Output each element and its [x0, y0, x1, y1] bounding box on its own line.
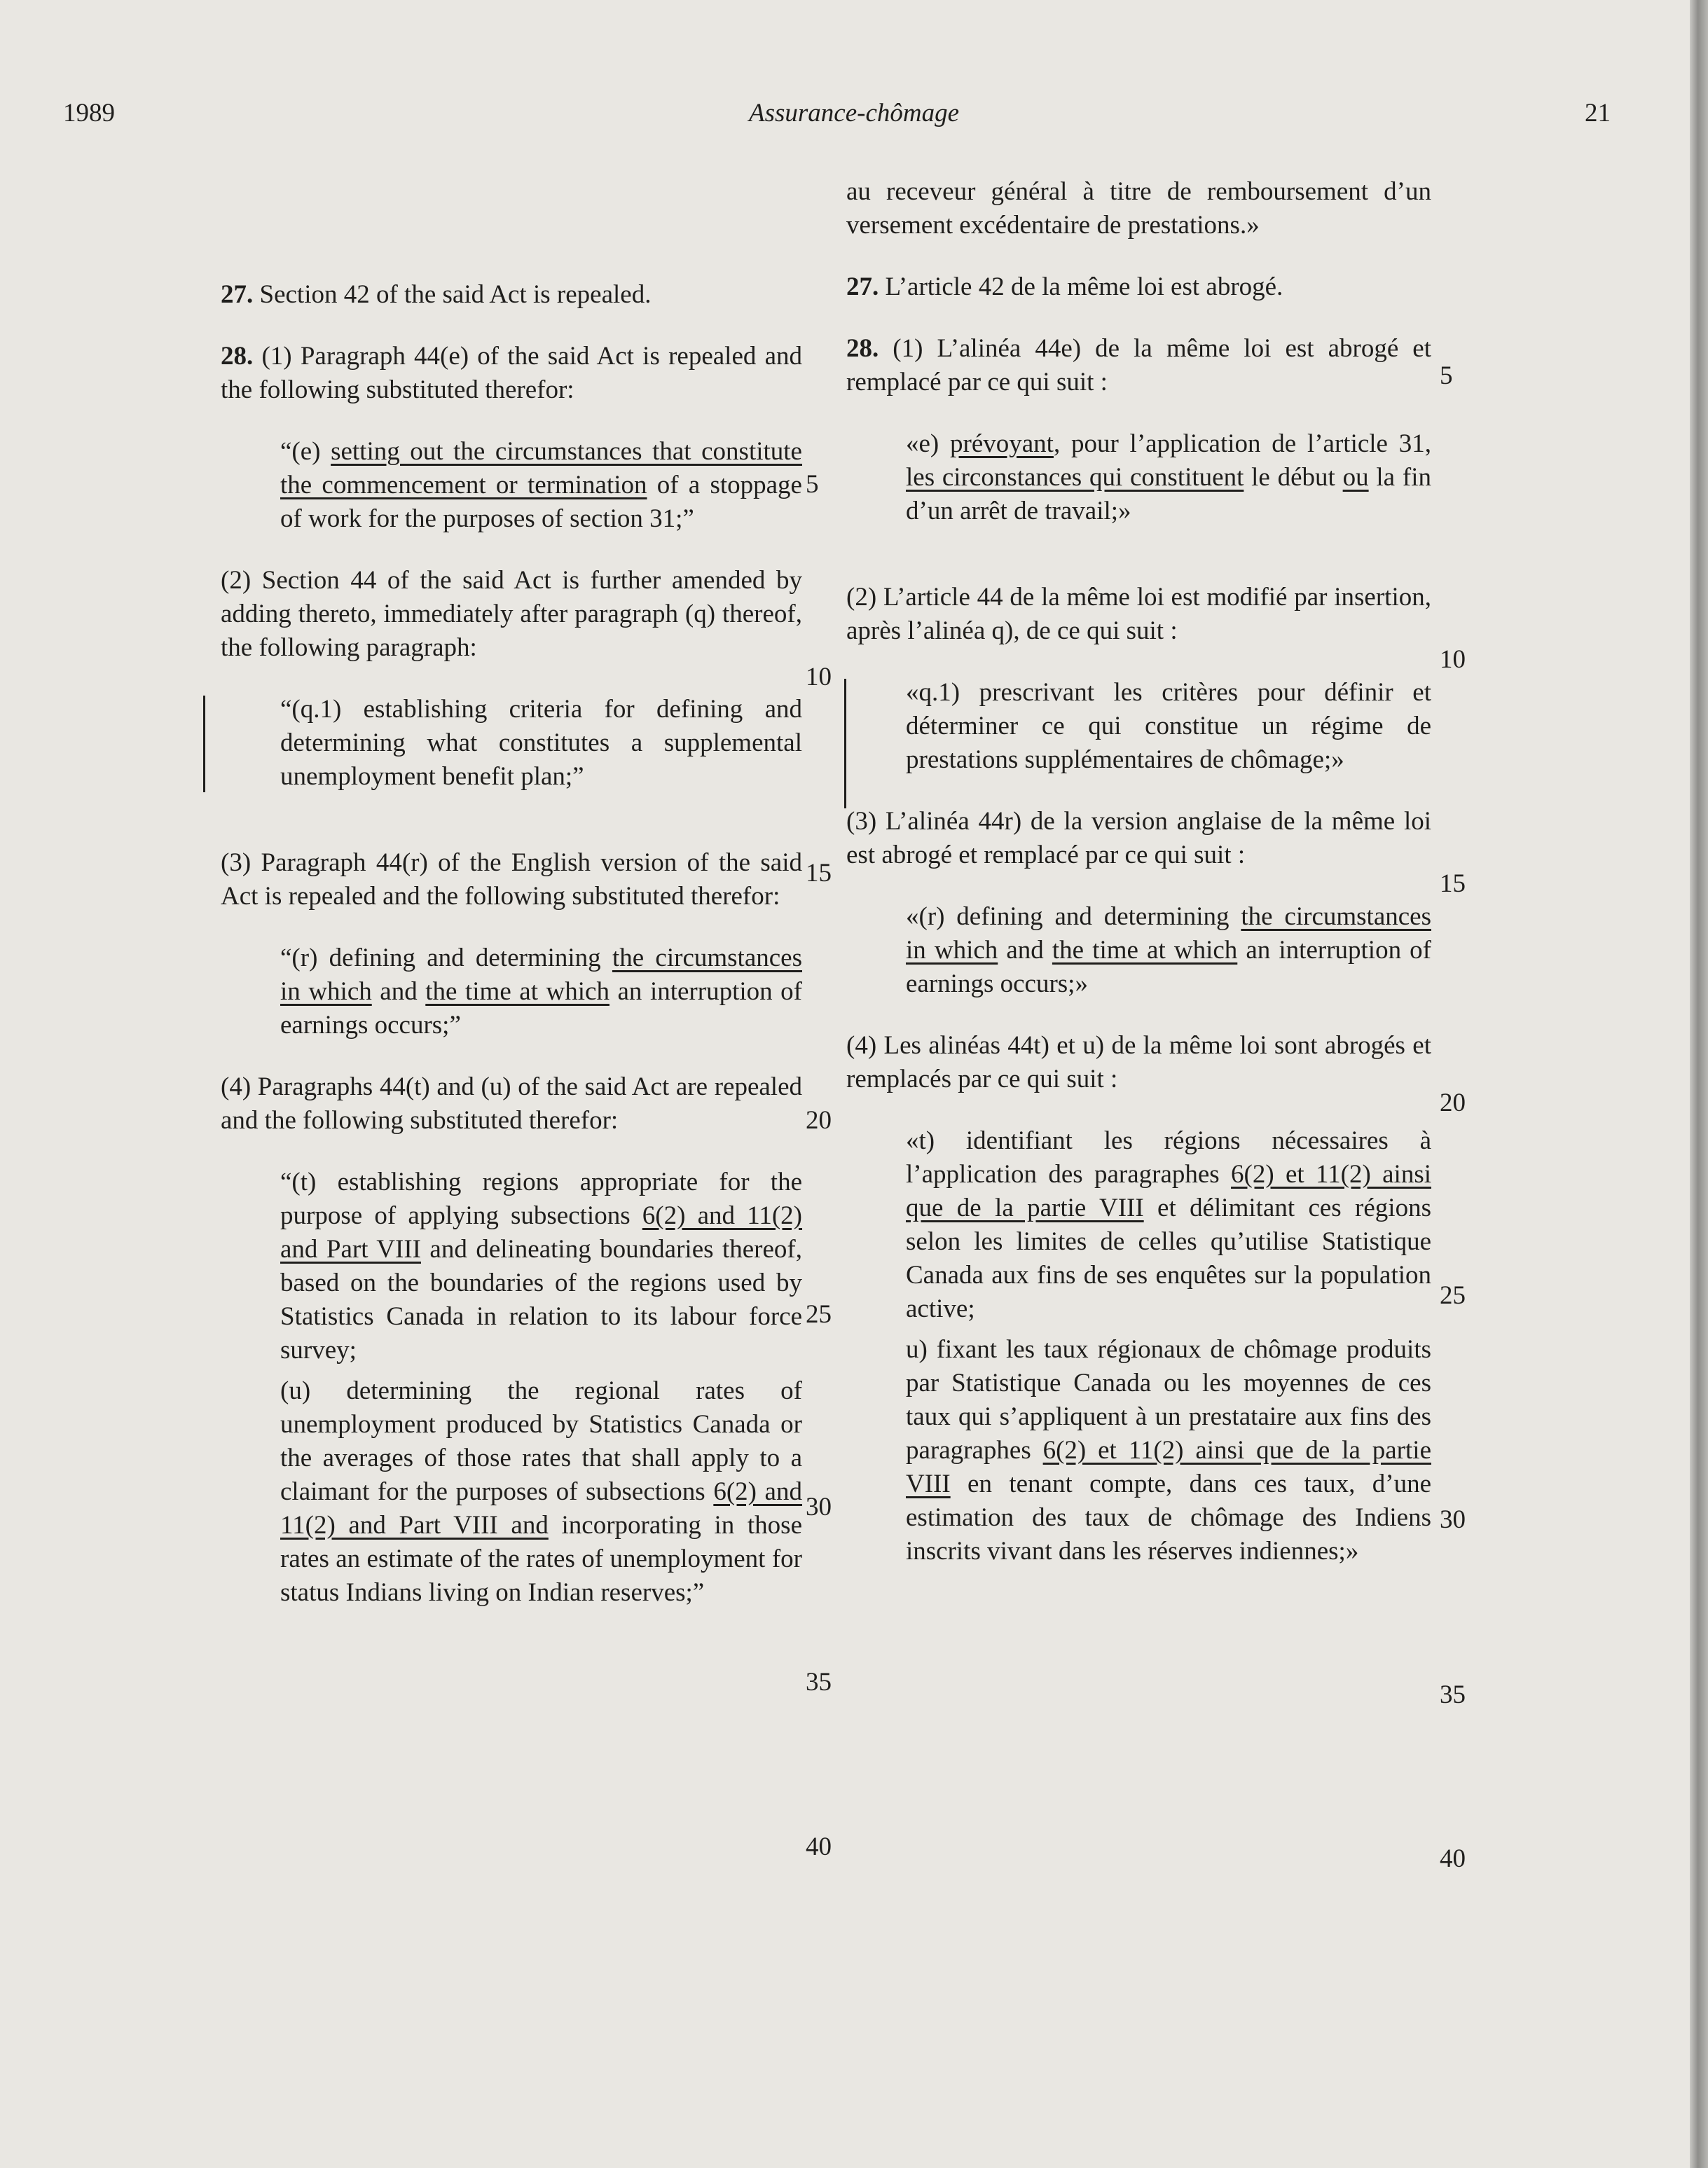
- header-year: 1989: [63, 99, 115, 127]
- line-number: 25: [806, 1300, 832, 1329]
- quote-open: «e): [906, 429, 950, 458]
- section-number: 27.: [221, 280, 254, 309]
- subsection-intro: (3) Paragraph 44(r) of the English version of the said Act is repealed and the following substituted therefor:: [221, 848, 802, 911]
- paragraph-q1-en-wrap: [221, 693, 802, 794]
- amended-text: les circonstances qui constituent: [906, 463, 1244, 492]
- subsection-intro: (4) Paragraphs 44(t) and (u) of the said Act are repealed and the following substituted therefor:: [221, 1072, 802, 1135]
- line-number: 30: [806, 1493, 832, 1521]
- line-number: 10: [1440, 645, 1466, 674]
- french-column: [846, 175, 1431, 1596]
- page-edge-shadow: [1690, 0, 1708, 2168]
- amended-text: 6(2) et 11(2) ainsi que de la partie VIII: [906, 1160, 1432, 1222]
- line-number: 5: [1440, 361, 1453, 390]
- section-28-2-fr: [846, 581, 1431, 648]
- line-number: 20: [806, 1106, 832, 1135]
- quote-rest: en tenant compte, dans ces taux, d’une estimation des taux de chômage des Indiens inscrits vivant dans les réserves indiennes;»: [906, 1470, 1431, 1566]
- quote-rest: an interruption of earnings occurs;”: [280, 977, 802, 1040]
- amended-text: the time at which: [425, 977, 609, 1006]
- amended-text: 6(2) et 11(2) ainsi que de la partie VIII: [906, 1436, 1431, 1498]
- line-number: 15: [1440, 869, 1466, 898]
- subsection-intro: (1) L’alinéa 44e) de la même loi est abrogé et remplacé par ce qui suit :: [846, 334, 1432, 396]
- amended-text: the circumstances in which: [906, 902, 1431, 965]
- quote-rest: of a stoppage of work for the purposes of section 31;”: [280, 471, 802, 533]
- line-number: 5: [806, 470, 819, 499]
- paragraph-t-en: [221, 1166, 802, 1367]
- french-continuation: au receveur général à titre de remboursement d’un versement excédentaire de prestations.»: [846, 177, 1431, 240]
- section-28-3-fr: [846, 805, 1431, 872]
- amended-text: the time at which: [1052, 936, 1238, 965]
- subsection-intro: (3) L’alinéa 44r) de la version anglaise de la même loi est abrogé et remplacé par ce qui suit :: [846, 807, 1431, 869]
- subsection-intro: (1) Paragraph 44(e) of the said Act is repealed and the following substituted therefor:: [221, 342, 803, 404]
- paragraph-r-en: [221, 941, 802, 1042]
- amended-text: 6(2) and 11(2) and Part VIII and: [280, 1477, 802, 1540]
- paragraph-r-fr: [846, 900, 1431, 1001]
- quote-mid: and: [371, 977, 426, 1006]
- quote-open: (u) determining the regional rates of unemployment produced by Statistics Canada or the averages of those rates that shall apply to a claimant for the purposes of subsections: [280, 1376, 802, 1506]
- line-number: 40: [1440, 1844, 1466, 1873]
- paragraph-u-fr: [846, 1333, 1431, 1568]
- section-28-1-fr: [846, 332, 1431, 399]
- quote-open: “(r) defining and determining: [280, 944, 612, 972]
- line-number: 15: [806, 859, 832, 888]
- quote-mid: , pour l’application de l’article 31,: [1053, 429, 1431, 458]
- quote-mid: le début: [1244, 463, 1343, 492]
- section-28-3-en: [221, 846, 802, 913]
- english-column: [221, 200, 802, 1638]
- quote-open: «t) identifiant les régions nécessaires à l’application des paragraphes: [906, 1126, 1431, 1189]
- quote-open: “(t) establishing regions appropriate for the purpose of applying subsections: [280, 1168, 802, 1230]
- section-28-4-fr: [846, 1029, 1431, 1096]
- paragraph-u-en: [221, 1374, 802, 1610]
- subsection-intro: (2) L’article 44 de la même loi est modifié par insertion, après l’alinéa q), de ce qui suit :: [846, 583, 1431, 645]
- quote-rest: and delineating boundaries thereof, based on the boundaries of the regions used by Statistics Canada in relation to its labour force survey;: [280, 1235, 802, 1365]
- paragraph-q1-fr: «q.1) prescrivant les critères pour définir et déterminer ce qui constitue un régime de prestations supplémentaires de chômage;»: [906, 678, 1431, 774]
- amended-text: ou: [1342, 463, 1369, 492]
- quote-rest: la fin d’un arrêt de travail;»: [906, 463, 1431, 525]
- section-28-1-en: [221, 340, 802, 407]
- section-28-2-en: [221, 564, 802, 665]
- quote-open: u) fixant les taux régionaux de chômage produits par Statistique Canada ou les moyennes de ces taux qui s’appliquent à un prestataire aux fins des paragraphes: [906, 1335, 1431, 1465]
- line-number: 35: [806, 1668, 832, 1697]
- amended-text: prévoyant: [950, 429, 1054, 458]
- section-number: 27.: [846, 272, 879, 301]
- change-bar: [203, 696, 205, 792]
- quote-rest: et délimitant ces régions selon les limites de celles qu’utilise Statistique Canada aux fins de ses enquêtes sur la population active;: [906, 1194, 1431, 1323]
- paragraph-e-en: [221, 435, 802, 536]
- line-number: 35: [1440, 1680, 1466, 1709]
- quote-rest: an interruption of earnings occurs;»: [906, 936, 1431, 998]
- section-27-fr: [846, 270, 1431, 304]
- paragraph-e-fr: [846, 427, 1431, 528]
- quote-open: “(e): [280, 437, 331, 466]
- amended-text: the circumstances in which: [280, 944, 802, 1006]
- line-number: 40: [806, 1832, 832, 1861]
- amended-text: 6(2) and 11(2) and Part VIII: [280, 1201, 803, 1264]
- paragraph-t-fr: [846, 1124, 1431, 1326]
- paragraph-q1-en: “(q.1) establishing criteria for defining and determining what constitutes a supplemental unemployment benefit plan;”: [280, 695, 802, 791]
- quote-open: «(r) defining and determining: [906, 902, 1241, 931]
- paragraph-q1-fr-wrap: [846, 676, 1431, 777]
- line-number: 20: [1440, 1089, 1466, 1117]
- page-number: 21: [1585, 99, 1611, 127]
- amended-text: setting out the circumstances that constitute the commencement or termination: [280, 437, 802, 499]
- quote-mid: and: [998, 936, 1052, 965]
- header-title: Assurance-chômage: [748, 99, 960, 127]
- section-28-4-en: [221, 1070, 802, 1138]
- section-number: 28.: [221, 342, 254, 371]
- line-number: 30: [1440, 1505, 1466, 1534]
- subsection-intro: (2) Section 44 of the said Act is further amended by adding thereto, immediately after paragraph (q) thereof, the following paragraph:: [221, 566, 802, 662]
- line-number: 10: [806, 663, 832, 691]
- section-number: 28.: [846, 334, 879, 363]
- section-text: Section 42 of the said Act is repealed.: [259, 280, 652, 309]
- section-27-en: [221, 278, 802, 312]
- section-text: L’article 42 de la même loi est abrogé.: [885, 272, 1283, 301]
- subsection-intro: (4) Les alinéas 44t) et u) de la même loi sont abrogés et remplacés par ce qui suit :: [846, 1031, 1431, 1093]
- line-number: 25: [1440, 1281, 1466, 1310]
- quote-rest: incorporating in those rates an estimate of the rates of unemployment for status Indians living on Indian reserves;”: [280, 1511, 802, 1607]
